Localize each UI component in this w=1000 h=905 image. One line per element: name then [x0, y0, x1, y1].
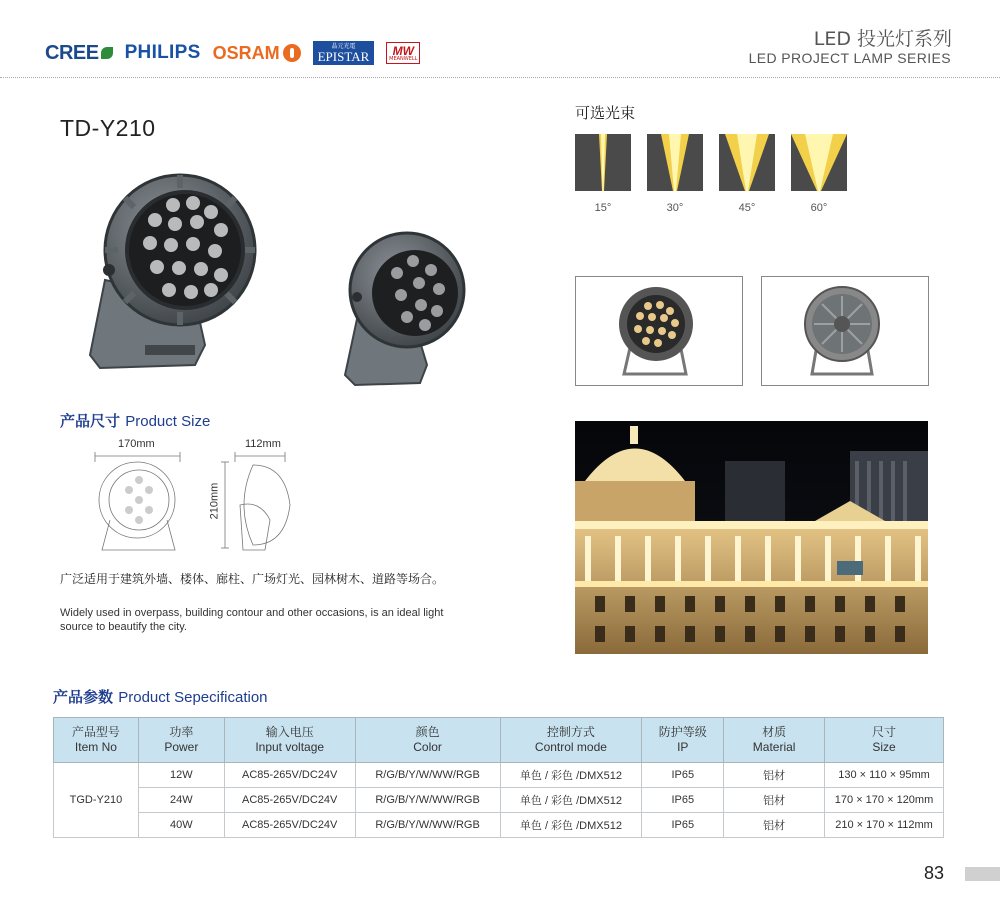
control-cell: 单色 / 彩色 /DMX512 [500, 763, 642, 788]
header-en: Size [872, 740, 896, 754]
header-ip [642, 718, 724, 763]
beam-15-icon [575, 134, 631, 191]
header-en: Material [752, 740, 796, 754]
size-cell: 170 × 170 × 120mm [825, 788, 944, 813]
header-divider [0, 77, 1000, 78]
control-cell: 单色 / 彩色 /DMX512 [500, 788, 642, 813]
osram-bulb-icon [283, 44, 301, 62]
dimension-height: 210mm [208, 482, 221, 520]
color-cell: R/G/B/Y/W/WW/RGB [355, 813, 500, 838]
spec-heading-cn: 产品参数 [53, 688, 114, 706]
product-size-heading-cn: 产品尺寸 [60, 412, 121, 430]
header-en: Item No [74, 740, 117, 754]
beam-option-60 [791, 134, 847, 214]
size-cell: 210 × 170 × 112mm [825, 813, 944, 838]
page-tab-bar [965, 867, 1000, 881]
voltage-cell: AC85-265V/DC24V [224, 788, 355, 813]
table-row [54, 788, 944, 813]
beam-45-label: 45° [738, 202, 756, 214]
color-cell: R/G/B/Y/W/WW/RGB [355, 788, 500, 813]
osram-logo [213, 43, 301, 64]
meanwell-logo [386, 42, 420, 64]
dimension-drawing [85, 450, 315, 560]
header-cn: 防护等级 [658, 725, 707, 739]
spec-header-row [54, 718, 944, 763]
header-power [138, 718, 224, 763]
beam-options-title: 可选光束 [575, 104, 636, 122]
ip-cell: IP65 [642, 763, 724, 788]
page-number: 83 [924, 863, 945, 883]
ip-cell: IP65 [642, 788, 724, 813]
beam-60-icon [791, 134, 847, 191]
header-en: Input voltage [255, 740, 325, 754]
size-cell: 130 × 110 × 95mm [825, 763, 944, 788]
ip-cell: IP65 [642, 813, 724, 838]
power-cell: 12W [138, 763, 224, 788]
table-row [54, 813, 944, 838]
header-cn: 材质 [762, 725, 787, 739]
meanwell-logo-subtext: MEANWELL [389, 55, 418, 62]
spec-table [53, 717, 944, 838]
beam-15-label: 15° [594, 202, 612, 214]
model-title: TD-Y210 [60, 115, 156, 141]
header-size [825, 718, 944, 763]
header-cn: 输入电压 [265, 725, 314, 739]
table-row [54, 763, 944, 788]
beam-60-label: 60° [810, 202, 828, 214]
beam-30-icon [647, 134, 703, 191]
header-cn: 功率 [169, 725, 194, 739]
material-cell: 铝材 [724, 763, 825, 788]
series-title-en: LED PROJECT LAMP SERIES [748, 50, 951, 66]
usage-description-cn: 广泛适用于建筑外墙、楼体、廊柱、广场灯光、园林树木、道路等场合。 [60, 572, 445, 586]
color-cell: R/G/B/Y/W/WW/RGB [355, 763, 500, 788]
epistar-chinese-mark: 晶元光電 [331, 44, 356, 50]
usage-description-en: Widely used in overpass, building contour and other occasions, is an ideal light source to beautify the city. [60, 607, 444, 633]
product-size-heading [60, 410, 210, 431]
item-no-cell: TGD-Y210 [54, 763, 139, 838]
header-color [355, 718, 500, 763]
voltage-cell: AC85-265V/DC24V [224, 813, 355, 838]
power-cell: 24W [138, 788, 224, 813]
cree-logo-text: CREE [45, 41, 99, 64]
header-cn: 控制方式 [546, 725, 595, 739]
application-photo-building [575, 421, 928, 654]
product-size-heading-en: Product Size [125, 413, 211, 430]
header-en: IP [677, 740, 689, 754]
material-cell: 铝材 [724, 788, 825, 813]
material-cell: 铝材 [724, 813, 825, 838]
header-cn: 产品型号 [71, 725, 120, 739]
series-title-cn: LED 投光灯系列 [813, 28, 952, 50]
beam-option-30 [647, 134, 703, 214]
lamp-front-photo [575, 276, 743, 386]
cree-logo [45, 42, 113, 65]
brand-logos [45, 38, 420, 68]
header-en: Color [413, 740, 442, 754]
header-en: Control mode [534, 740, 607, 754]
osram-logo-text: OSRAM [212, 42, 280, 63]
lamp-back-photo [761, 276, 929, 386]
header-voltage [224, 718, 355, 763]
epistar-logo-text: EPISTAR [317, 49, 370, 64]
dimension-depth-side: 112mm [245, 438, 281, 450]
dimension-width-front: 170mm [118, 438, 155, 450]
beam-30-label: 30° [666, 202, 684, 214]
lamp-large-image [85, 150, 260, 375]
philips-logo: PHILIPS [124, 42, 201, 63]
header-control [500, 718, 642, 763]
beam-options [575, 134, 847, 214]
lamp-small-image [335, 215, 475, 390]
header-cn: 颜色 [415, 725, 440, 739]
beam-option-45 [719, 134, 775, 214]
spec-heading [53, 686, 268, 707]
header-item-no [54, 718, 139, 763]
meanwell-logo-text: MW [392, 43, 414, 58]
spec-heading-en: Product Sepecification [118, 689, 268, 706]
beam-45-icon [719, 134, 775, 191]
voltage-cell: AC85-265V/DC24V [224, 763, 355, 788]
power-cell: 40W [138, 813, 224, 838]
control-cell: 单色 / 彩色 /DMX512 [500, 813, 642, 838]
cree-leaf-icon [101, 47, 113, 59]
epistar-logo [313, 41, 375, 65]
header-en: Power [164, 740, 199, 754]
beam-option-15 [575, 134, 631, 214]
header-material [724, 718, 825, 763]
header-cn: 尺寸 [872, 725, 897, 739]
